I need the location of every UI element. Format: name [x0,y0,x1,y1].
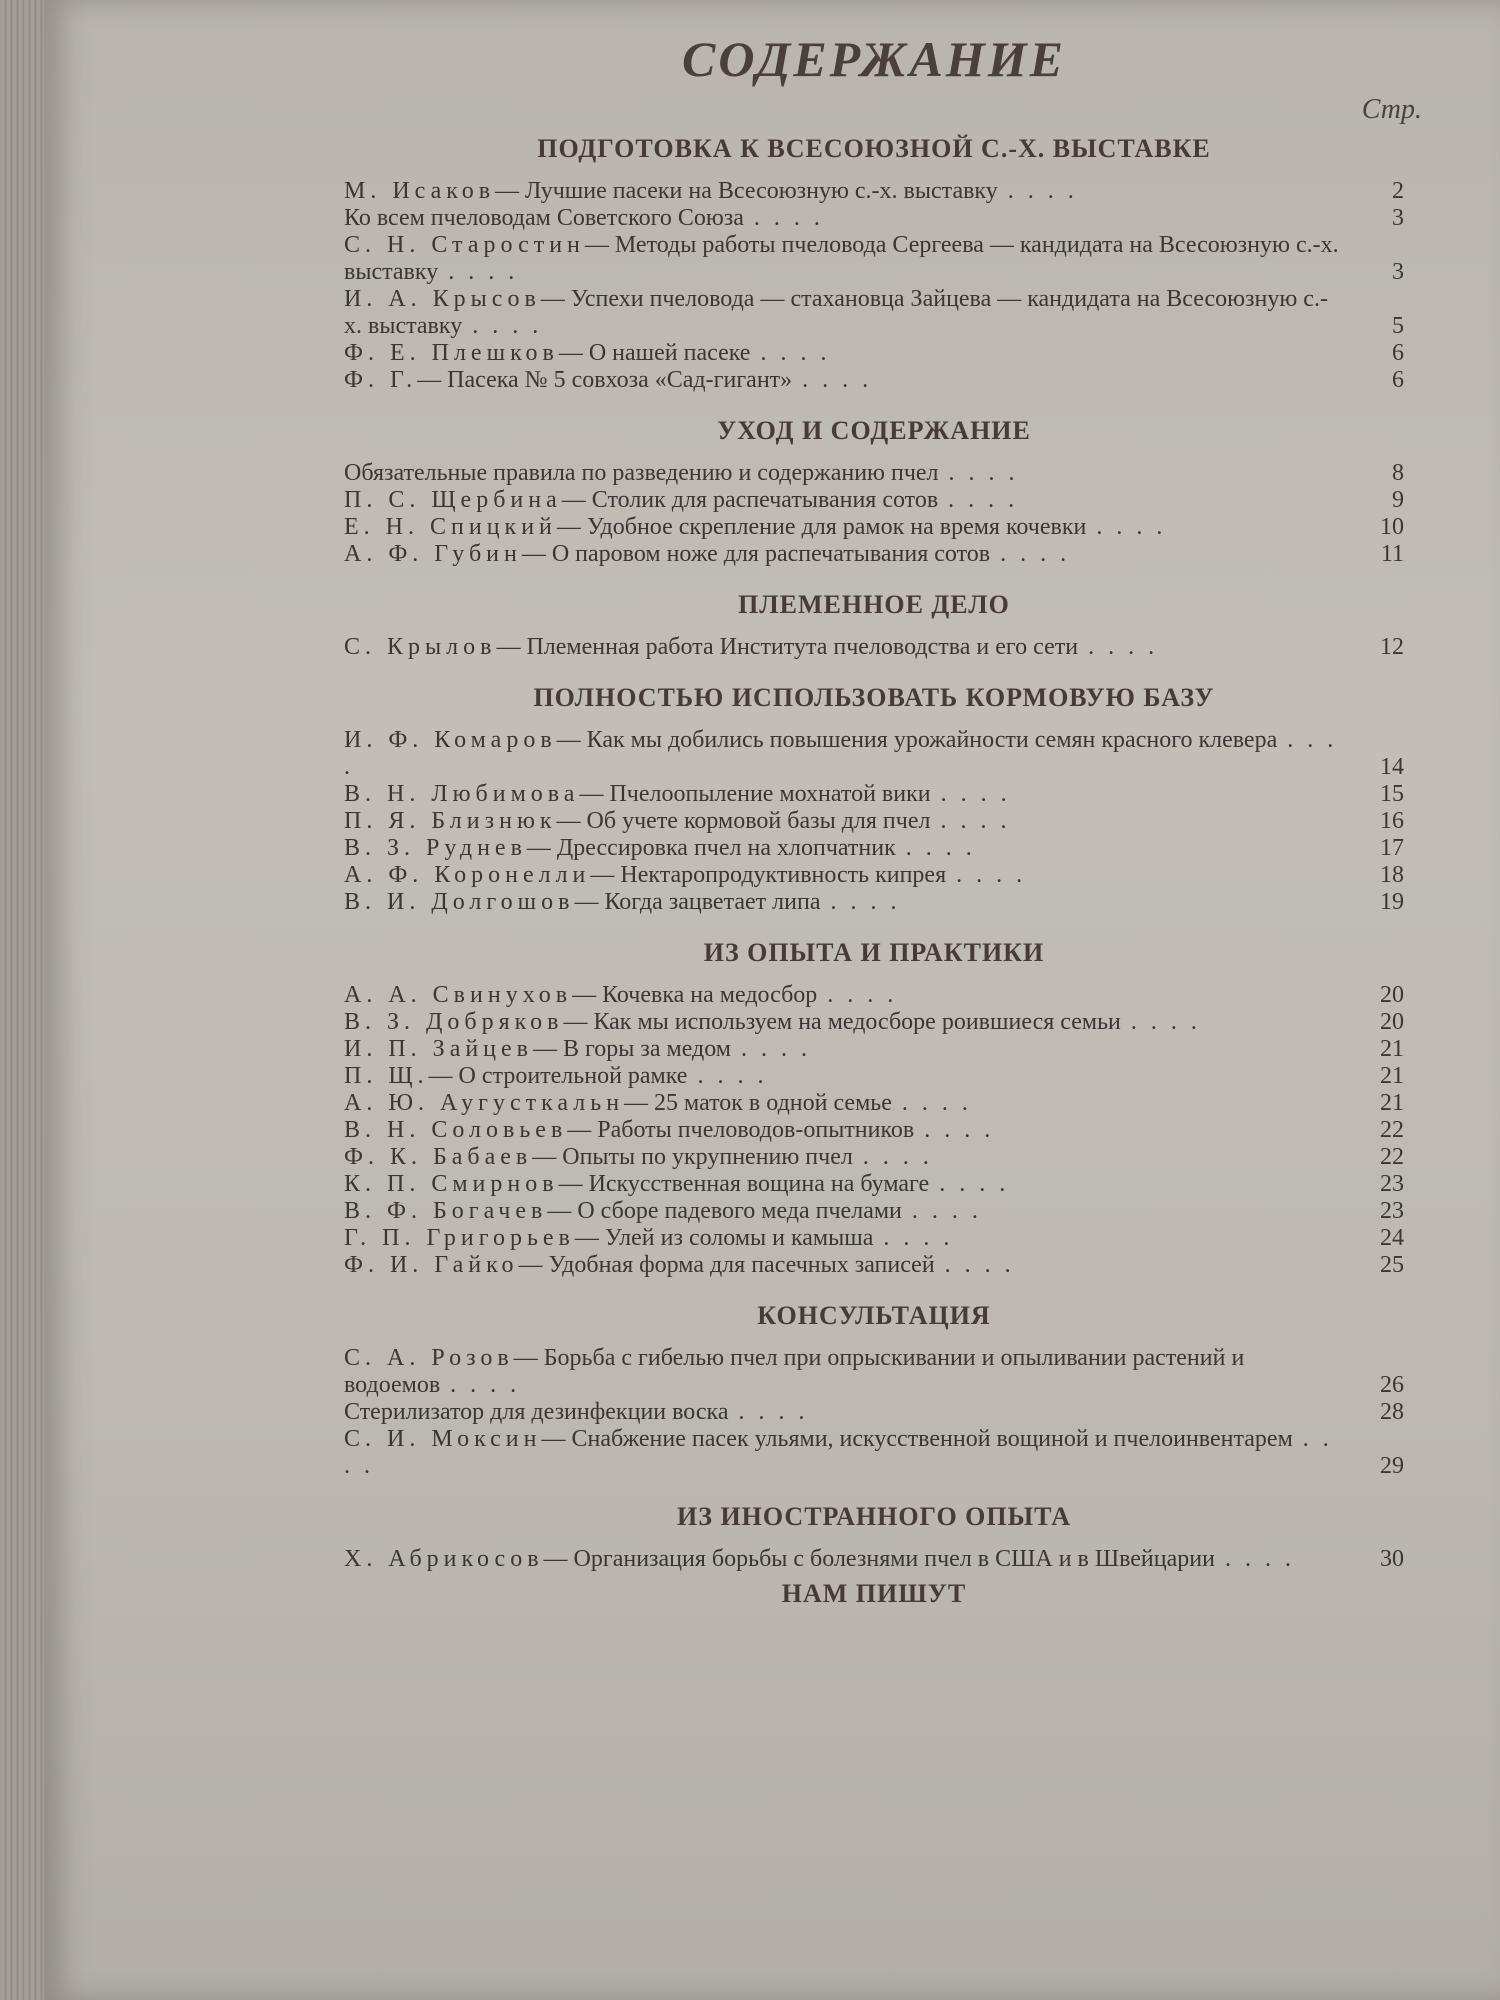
leader-dots: . . . . [930,808,1011,834]
leader-dots: . . . . [820,889,901,915]
entry-page-number: 21 [1380,1063,1404,1089]
section-heading: ИЗ ИНОСТРАННОГО ОПЫТА [677,1502,1071,1531]
entry-title [344,286,1352,340]
entry-title [344,1171,1352,1198]
entry-page-number: 21 [1380,1036,1404,1062]
entry-author: К. П. Смирнов [344,1171,559,1197]
entry-page-number: 14 [1380,754,1404,780]
entry-title [344,982,1352,1009]
entry-text: — Лучшие пасеки на Всесоюзную с.-х. выставку [495,178,998,204]
toc-section [344,134,1404,394]
leader-dots: . . . . [901,1198,982,1224]
toc-entry [344,1546,1404,1573]
entry-author: Ф. Е. Плешков [344,340,559,366]
entry-text: — Племенная работа Института пчеловодства и его сети [496,634,1079,660]
entry-page-number: 28 [1380,1399,1404,1425]
entry-page-number: 10 [1380,514,1404,540]
entry-page-number: 23 [1380,1198,1404,1224]
entry-page-number: 5 [1392,313,1404,339]
toc-section [344,938,1404,1279]
entry-text: — Опыты по укрупнению пчел [532,1144,853,1170]
entry-text: — Работы пчеловодов-опытников [567,1117,915,1143]
leader-dots: . . . . [440,1372,521,1398]
section-heading: УХОД И СОДЕРЖАНИЕ [717,416,1031,445]
toc-entry [344,514,1404,541]
entry-text: Стерилизатор для дезинфекции воска [344,1399,729,1425]
leader-dots: . . . . [891,1090,972,1116]
leader-dots: . . . . [930,781,1011,807]
entry-author: Ф. К. Бабаев [344,1144,533,1170]
toc-entry [344,1252,1404,1279]
entry-title [344,1144,1352,1171]
entry-page-number: 29 [1380,1453,1404,1479]
entry-text: Ко всем пчеловодам Советского Союза [344,205,744,231]
entry-title [344,1009,1352,1036]
entry-text: — О сборе падевого меда пчелами [547,1198,902,1224]
toc-section [344,1502,1404,1573]
leader-dots: . . . . [946,862,1027,888]
toc-section [344,683,1404,916]
entry-text: — Дрессировка пчел на хлопчатник [526,835,896,861]
leader-dots: . . . . [1214,1546,1295,1572]
entry-author: И. Ф. Комаров [344,727,557,753]
toc-entry [344,634,1404,661]
leader-dots: . . . . [914,1117,995,1143]
entry-author: Г. П. Григорьев [344,1225,575,1251]
toc-entry [344,1144,1404,1171]
toc-entry [344,835,1404,862]
leader-dots: . . . . [750,340,831,366]
entry-title [344,1225,1352,1252]
entry-author: Х. Абрикосов [344,1546,544,1572]
toc-entry [344,1171,1404,1198]
toc-entry [344,808,1404,835]
entry-title [344,1252,1352,1279]
document-page [44,0,1500,2000]
entry-title [344,835,1352,862]
entry-text: — Снабжение пасек ульями, искусственной вощиной и пчелоинвентарем [541,1426,1293,1452]
entry-text: — Искусственная вощина на бумаге [558,1171,930,1197]
entry-title [344,889,1352,916]
leader-dots: . . . . [687,1063,768,1089]
leader-dots: . . . . [728,1399,809,1425]
toc-entry [344,286,1404,340]
entry-author: И. А. Крысов [344,286,541,312]
entry-title [344,1345,1352,1399]
toc-entry [344,1063,1404,1090]
leader-dots: . . . . [934,1252,1015,1278]
toc-entry [344,1117,1404,1144]
entry-title [344,1198,1352,1225]
toc-entry [344,1345,1404,1399]
toc-entry [344,727,1404,781]
entry-page-number: 19 [1380,889,1404,915]
section-heading: ИЗ ОПЫТА И ПРАКТИКИ [703,938,1045,967]
leader-dots: . . . . [929,1171,1010,1197]
entry-page-number: 8 [1392,460,1404,486]
entry-text: — Как мы используем на медосборе роившиеся семьи [563,1009,1121,1035]
leader-dots: . . . . [997,178,1078,204]
entry-text: — Об учете кормовой базы для пчел [556,808,931,834]
entry-page-number: 17 [1380,835,1404,861]
entry-page-number: 20 [1380,1009,1404,1035]
toc-entry [344,982,1404,1009]
entry-text: — Пасека № 5 совхоза «Сад-гигант» [417,367,793,393]
entry-author: А. Ф. Губин [344,541,522,567]
leader-dots: . . . . [873,1225,954,1251]
entry-author: П. Щ. [344,1063,429,1089]
section-heading: КОНСУЛЬТАЦИЯ [757,1301,991,1330]
entry-page-number: 11 [1380,541,1404,567]
entry-title [344,340,1352,367]
section-heading: ПЛЕМЕННОЕ ДЕЛО [738,590,1010,619]
leader-dots: . . . . [817,982,898,1008]
entry-title [344,367,1352,394]
entry-title [344,460,1352,487]
entry-text: — Удобное скрепление для рамок на время кочевки [556,514,1087,540]
entry-title [344,178,1352,205]
toc-entry [344,367,1404,394]
leader-dots: . . . . [938,487,1019,513]
toc-entry [344,1090,1404,1117]
entry-author: В. Н. Любимова [344,781,580,807]
entry-title [344,1036,1352,1063]
leader-dots: . . . . [1086,514,1167,540]
entry-author: В. Ф. Богачев [344,1198,548,1224]
entry-text: Обязательные правила по разведению и содержанию пчел [344,460,939,486]
leader-dots: . . . . [990,541,1071,567]
entry-page-number: 22 [1380,1144,1404,1170]
leader-dots: . . . . [938,460,1019,486]
page-edge [0,0,44,2000]
leader-dots: . . . . [344,1426,1333,1479]
entry-title [344,1117,1352,1144]
entry-text: — Пчелоопыление мохнатой вики [579,781,931,807]
section-heading-final: НАМ ПИШУТ [781,1579,967,1608]
entry-author: С. Крылов [344,634,497,660]
entry-page-number: 6 [1392,367,1404,393]
entry-text: — Кочевка на медосбор [572,982,818,1008]
entry-author: Е. Н. Спицкий [344,514,557,540]
entry-page-number: 25 [1380,1252,1404,1278]
toc-entry [344,340,1404,367]
toc-entry [344,1009,1404,1036]
leader-dots: . . . . [344,727,1338,780]
entry-page-number: 18 [1380,862,1404,888]
toc-entry [344,205,1404,232]
entry-title [344,862,1352,889]
leader-dots: . . . . [1120,1009,1201,1035]
toc-entry [344,862,1404,889]
entry-page-number: 16 [1380,808,1404,834]
entry-page-number: 15 [1380,781,1404,807]
leader-dots: . . . . [895,835,976,861]
toc-entry [344,487,1404,514]
entry-title [344,808,1352,835]
section-heading: ПОДГОТОВКА К ВСЕСОЮЗНОЙ С.-Х. ВЫСТАВКЕ [537,134,1211,163]
entry-author: В. З. Добряков [344,1009,564,1035]
toc-entry [344,460,1404,487]
entry-title [344,514,1352,541]
entry-author: А. А. Свинухов [344,982,573,1008]
entry-page-number: 26 [1380,1372,1404,1398]
entry-text: — 25 маток в одной семье [624,1090,892,1116]
toc-entry [344,1426,1404,1480]
entry-page-number: 30 [1380,1546,1404,1572]
entry-text: — Удобная форма для пасечных записей [518,1252,935,1278]
page-column-label: Стр. [1361,94,1422,125]
entry-author: В. З. Руднев [344,835,527,861]
toc-entry [344,1225,1404,1252]
entry-page-number: 23 [1380,1171,1404,1197]
entry-page-number: 2 [1392,178,1404,204]
entry-page-number: 9 [1392,487,1404,513]
leader-dots: . . . . [743,205,824,231]
entry-title [344,781,1352,808]
entry-text: — Борьба с гибелью пчел при опрыскивании и опыливании растений и водоемов [344,1345,1245,1398]
entry-author: И. П. Зайцев [344,1036,534,1062]
leader-dots: . . . . [462,313,543,339]
entry-title [344,1063,1352,1090]
toc-entry [344,541,1404,568]
entry-author: С. А. Розов [344,1345,514,1371]
entry-text: — Организация борьбы с болезнями пчел в США и в Швейцарии [543,1546,1215,1572]
entry-page-number: 3 [1392,259,1404,285]
entry-title [344,634,1352,661]
entry-text: — О паровом ноже для распечатывания сотов [521,541,991,567]
entry-page-number: 6 [1392,340,1404,366]
toc-section [344,416,1404,568]
toc-entry [344,781,1404,808]
entry-text: — Столик для распечатывания сотов [561,487,939,513]
toc-entry [344,1399,1404,1426]
entry-author: А. Ф. Коронелли [344,862,591,888]
entry-page-number: 22 [1380,1117,1404,1143]
entry-author: Ф. Г. [344,367,418,393]
entry-author: Ф. И. Гайко [344,1252,519,1278]
entry-text: — Улей из соломы и камыша [574,1225,874,1251]
section-heading: ПОЛНОСТЬЮ ИСПОЛЬЗОВАТЬ КОРМОВУЮ БАЗУ [533,683,1215,712]
entry-title [344,487,1352,514]
leader-dots: . . . . [1078,634,1159,660]
toc-section [344,590,1404,661]
entry-page-number: 12 [1380,634,1404,660]
entry-title [344,232,1352,286]
toc-sections [344,134,1404,1573]
entry-text: — В горы за медом [533,1036,731,1062]
entry-author: П. С. Щербина [344,487,562,513]
leader-dots: . . . . [438,259,519,285]
toc-entry [344,1036,1404,1063]
entry-text: — Когда зацветает липа [574,889,821,915]
entry-author: С. Н. Старостин [344,232,585,258]
entry-title [344,727,1352,781]
entry-page-number: 21 [1380,1090,1404,1116]
entry-text: — Успехи пчеловода — стахановца Зайцева — кандидата на Всесоюзную с.-х. выставку [344,286,1328,339]
entry-text: — О строительной рамке [428,1063,688,1089]
entry-title [344,1426,1352,1480]
entry-page-number: 20 [1380,982,1404,1008]
entry-title [344,1546,1352,1573]
leader-dots: . . . . [852,1144,933,1170]
table-of-contents [344,30,1422,1623]
entry-author: В. Н. Соловьев [344,1117,568,1143]
entry-author: П. Я. Близнюк [344,808,557,834]
entry-author: А. Ю. Аугусткальн [344,1090,625,1116]
entry-page-number: 3 [1392,205,1404,231]
leader-dots: . . . . [731,1036,811,1062]
entry-author: В. И. Долгошов [344,889,575,915]
entry-author: М. Исаков [344,178,496,204]
entry-text: — Как мы добились повышения урожайности семян красного клевера [556,727,1278,753]
entry-page-number: 24 [1380,1225,1404,1251]
toc-entry [344,1198,1404,1225]
toc-section [344,1301,1404,1480]
entry-text: — Методы работы пчеловода Сергеева — кандидата на Всесоюзную с.-х. выставку [344,232,1339,285]
entry-title [344,541,1352,568]
entry-text: — О нашей пасеке [558,340,751,366]
toc-entry [344,889,1404,916]
entry-author: С. И. Моксин [344,1426,542,1452]
entry-text: — Нектаропродуктивность кипрея [590,862,947,888]
page-title: СОДЕРЖАНИЕ [681,31,1067,87]
leader-dots: . . . . [792,367,873,393]
toc-entry [344,232,1404,286]
entry-title [344,205,1352,232]
entry-title [344,1090,1352,1117]
entry-title [344,1399,1352,1426]
toc-entry [344,178,1404,205]
